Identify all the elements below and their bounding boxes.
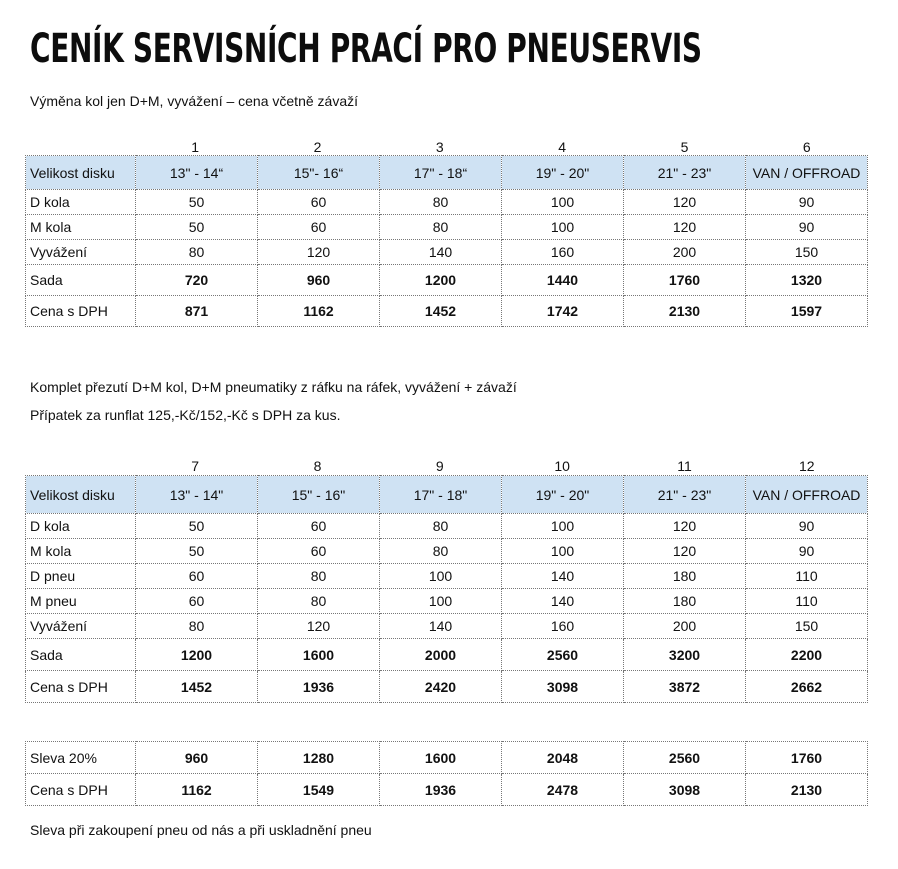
row-label: M kola — [26, 215, 136, 240]
column-number: 2 — [313, 139, 322, 155]
table-cell: 60 — [258, 215, 380, 240]
table-cell: 2560 — [502, 639, 624, 671]
header-cell: 19" - 20" — [502, 156, 624, 190]
table-cell: 1936 — [258, 671, 380, 703]
header-cell: VAN / OFFROAD — [746, 156, 868, 190]
table-cell: 140 — [380, 614, 502, 639]
table-row — [26, 614, 868, 639]
table-cell: 110 — [746, 589, 868, 614]
mid-note-complete: Komplet přezutí D+M kol, D+M pneumatiky z ráfku na ráfek, vyvážení + závaží — [30, 379, 517, 395]
table-row-total — [26, 639, 868, 671]
table-cell: 720 — [136, 265, 258, 296]
table-cell: 80 — [380, 190, 502, 215]
table-cell: 2662 — [746, 671, 868, 703]
table-cell: 1280 — [258, 742, 380, 774]
table-cell: 120 — [624, 215, 746, 240]
page-title: CENÍK SERVISNÍCH PRACÍ PRO PNEUSERVIS — [30, 26, 702, 72]
table-cell: 140 — [502, 564, 624, 589]
table-row-total — [26, 774, 868, 806]
table-cell: 960 — [258, 265, 380, 296]
table-cell: 50 — [136, 539, 258, 564]
footer-note: Sleva při zakoupení pneu od nás a při uskladnění pneu — [30, 822, 372, 838]
table-cell: 3098 — [624, 774, 746, 806]
table-cell: 2130 — [746, 774, 868, 806]
table-cell: 100 — [380, 589, 502, 614]
table-cell: 1162 — [136, 774, 258, 806]
column-number: 9 — [435, 458, 444, 474]
table-cell: 1760 — [624, 265, 746, 296]
column-number: 11 — [677, 458, 692, 474]
table-cell: 1452 — [136, 671, 258, 703]
header-cell: 21" - 23" — [624, 156, 746, 190]
table-cell: 90 — [746, 215, 868, 240]
table-cell: 160 — [502, 240, 624, 265]
table-cell: 50 — [136, 190, 258, 215]
column-number: 10 — [554, 458, 570, 474]
table-cell: 2000 — [380, 639, 502, 671]
table-cell: 100 — [502, 215, 624, 240]
table-cell: 60 — [136, 564, 258, 589]
table-row — [26, 514, 868, 539]
header-cell: VAN / OFFROAD — [746, 476, 868, 514]
table-cell: 2478 — [502, 774, 624, 806]
row-label: M pneu — [26, 589, 136, 614]
table-cell: 1162 — [258, 296, 380, 327]
table-row-total — [26, 742, 868, 774]
table-cell: 60 — [258, 539, 380, 564]
table-cell: 1452 — [380, 296, 502, 327]
column-number: 7 — [191, 458, 200, 474]
table-cell: 100 — [502, 514, 624, 539]
table-cell: 2420 — [380, 671, 502, 703]
table-row — [26, 589, 868, 614]
table-row — [26, 539, 868, 564]
table-row — [26, 564, 868, 589]
table-cell: 100 — [502, 539, 624, 564]
table-cell: 80 — [380, 514, 502, 539]
table-cell: 140 — [502, 589, 624, 614]
row-label: D kola — [26, 190, 136, 215]
row-label: Cena s DPH — [26, 296, 136, 327]
table2-column-numbers — [134, 458, 868, 474]
header-label: Velikost disku — [26, 476, 136, 514]
table-cell: 150 — [746, 240, 868, 265]
table-cell: 50 — [136, 514, 258, 539]
table-cell: 3098 — [502, 671, 624, 703]
table-cell: 3200 — [624, 639, 746, 671]
header-cell: 17" - 18" — [380, 476, 502, 514]
header-cell: 19" - 20" — [502, 476, 624, 514]
table-cell: 90 — [746, 514, 868, 539]
table-cell: 80 — [258, 564, 380, 589]
table-cell: 1600 — [258, 639, 380, 671]
header-cell: 13" - 14“ — [136, 156, 258, 190]
column-number: 4 — [558, 139, 567, 155]
header-cell: 21" - 23" — [624, 476, 746, 514]
table1-column-numbers — [134, 139, 868, 155]
table-row — [26, 190, 868, 215]
header-cell: 15"- 16“ — [258, 156, 380, 190]
table-cell: 960 — [136, 742, 258, 774]
table-cell: 80 — [258, 589, 380, 614]
header-cell: 17" - 18“ — [380, 156, 502, 190]
column-number: 12 — [799, 458, 815, 474]
row-label: Cena s DPH — [26, 671, 136, 703]
table-cell: 140 — [380, 240, 502, 265]
table-cell: 1320 — [746, 265, 868, 296]
table-cell: 80 — [380, 539, 502, 564]
row-label: M kola — [26, 539, 136, 564]
table-cell: 871 — [136, 296, 258, 327]
row-label: Sada — [26, 265, 136, 296]
table-cell: 120 — [624, 539, 746, 564]
intro-note: Výměna kol jen D+M, vyvážení – cena včetně závaží — [30, 93, 358, 109]
table-cell: 60 — [136, 589, 258, 614]
table-cell: 100 — [380, 564, 502, 589]
table-cell: 60 — [258, 190, 380, 215]
row-label: D kola — [26, 514, 136, 539]
table-cell: 200 — [624, 240, 746, 265]
table-cell: 1200 — [380, 265, 502, 296]
table-cell: 2560 — [624, 742, 746, 774]
row-label: Cena s DPH — [26, 774, 136, 806]
discount-table — [25, 741, 868, 806]
table-cell: 1760 — [746, 742, 868, 774]
table-row-total — [26, 671, 868, 703]
table-cell: 150 — [746, 614, 868, 639]
table-cell: 1936 — [380, 774, 502, 806]
table-cell: 50 — [136, 215, 258, 240]
table-cell: 1200 — [136, 639, 258, 671]
price-table-complete-service — [25, 475, 868, 703]
column-number: 3 — [435, 139, 444, 155]
table-row — [26, 215, 868, 240]
table-cell: 90 — [746, 190, 868, 215]
table-cell: 120 — [258, 614, 380, 639]
table-cell: 180 — [624, 564, 746, 589]
table-row-total — [26, 265, 868, 296]
row-label: Vyvážení — [26, 614, 136, 639]
table-cell: 180 — [624, 589, 746, 614]
table-cell: 160 — [502, 614, 624, 639]
row-label: Sada — [26, 639, 136, 671]
table-cell: 60 — [258, 514, 380, 539]
header-cell: 13" - 14" — [136, 476, 258, 514]
table-cell: 200 — [624, 614, 746, 639]
table-cell: 1742 — [502, 296, 624, 327]
table-row-total — [26, 296, 868, 327]
table-cell: 80 — [136, 614, 258, 639]
column-number: 8 — [313, 458, 322, 474]
table-header-row — [26, 156, 868, 190]
table-cell: 1597 — [746, 296, 868, 327]
row-label: Vyvážení — [26, 240, 136, 265]
table-cell: 2048 — [502, 742, 624, 774]
table-cell: 120 — [258, 240, 380, 265]
table-cell: 120 — [624, 514, 746, 539]
table-header-row — [26, 476, 868, 514]
table-cell: 80 — [380, 215, 502, 240]
price-table-wheel-change — [25, 155, 868, 327]
table-cell: 1440 — [502, 265, 624, 296]
table-cell: 80 — [136, 240, 258, 265]
table-cell: 3872 — [624, 671, 746, 703]
column-number: 6 — [802, 139, 811, 155]
table-cell: 1549 — [258, 774, 380, 806]
row-label: D pneu — [26, 564, 136, 589]
table-cell: 1600 — [380, 742, 502, 774]
table-cell: 110 — [746, 564, 868, 589]
mid-note-runflat: Přípatek za runflat 125,-Kč/152,-Kč s DPH za kus. — [30, 407, 341, 423]
table-cell: 2200 — [746, 639, 868, 671]
column-number: 5 — [680, 139, 689, 155]
row-label: Sleva 20% — [26, 742, 136, 774]
header-label: Velikost disku — [26, 156, 136, 190]
table-cell: 100 — [502, 190, 624, 215]
header-cell: 15" - 16" — [258, 476, 380, 514]
column-number: 1 — [191, 139, 200, 155]
table-row — [26, 240, 868, 265]
table-cell: 90 — [746, 539, 868, 564]
table-cell: 120 — [624, 190, 746, 215]
table-cell: 2130 — [624, 296, 746, 327]
